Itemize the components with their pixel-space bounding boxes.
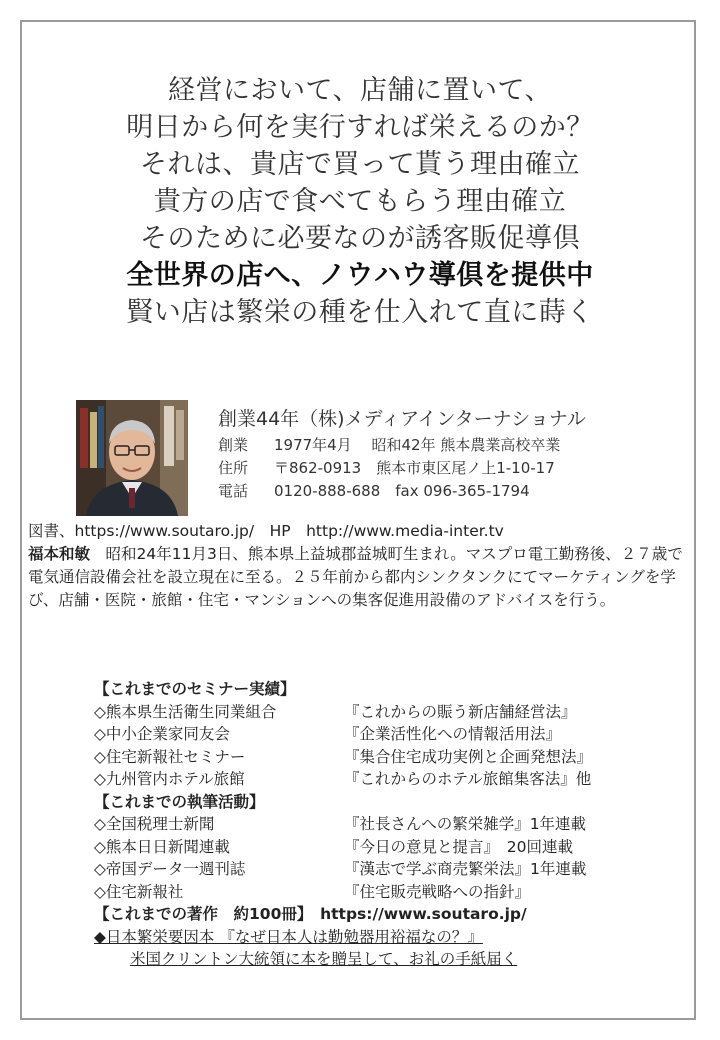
biography bbox=[28, 520, 692, 612]
company-info bbox=[218, 406, 688, 503]
seminar-org: ◇熊本県生活衛生同業組合 bbox=[94, 702, 277, 721]
portrait-icon bbox=[76, 400, 188, 516]
founded-value: 1977年4月 昭和42年 熊本農業高校卒業 bbox=[274, 436, 561, 454]
address-row bbox=[218, 457, 688, 480]
writing-heading: 【これまでの執筆活動】 bbox=[94, 792, 265, 811]
seminar-title: 『集合住宅成功実例と企画発想法』 bbox=[344, 747, 593, 766]
books-heading[interactable]: 【これまでの著作 約100冊】 https://www.soutaro.jp/ bbox=[94, 905, 527, 923]
list-item bbox=[94, 746, 694, 769]
list-item bbox=[94, 881, 694, 904]
list-item bbox=[94, 701, 694, 724]
author-name: 福本和敏 bbox=[28, 545, 91, 563]
website-links[interactable]: 図書、https://www.soutaro.jp/ HP http://www.media-inter.tv bbox=[28, 522, 504, 540]
writing-org: ◇熊本日日新聞連載 bbox=[94, 837, 230, 856]
founded-row bbox=[218, 434, 688, 457]
seminar-title: 『これからのホテル旅館集客法』他 bbox=[344, 770, 592, 788]
seminar-org: ◇住宅新報社セミナー bbox=[94, 747, 246, 766]
list-item bbox=[94, 768, 694, 791]
featured-book-link[interactable]: ◆日本繁栄要因本 『なぜ日本人は勤勉器用裕福なの？』 bbox=[94, 927, 483, 946]
portrait-photo bbox=[76, 400, 188, 516]
seminar-title: 『これからの賑う新店舗経営法』 bbox=[344, 702, 577, 721]
list-item bbox=[94, 836, 694, 859]
headline-line-5: そのために必要なのが誘客販促導倶 bbox=[140, 223, 580, 254]
founded-label: 創業 bbox=[218, 436, 249, 454]
seminar-title: 『企業活性化への情報活用法』 bbox=[344, 725, 562, 743]
phone-value: 0120-888-688 fax 096-365-1794 bbox=[274, 482, 530, 500]
address-label: 住所 bbox=[218, 459, 249, 477]
seminar-org: ◇九州管内ホテル旅館 bbox=[94, 770, 245, 788]
achievements bbox=[94, 678, 694, 971]
bio-paragraph bbox=[28, 543, 692, 612]
writing-org: ◇帝国データ一週刊誌 bbox=[94, 860, 246, 878]
list-item bbox=[94, 813, 694, 836]
writing-org: ◇住宅新報社 bbox=[94, 882, 184, 901]
address-value: 〒862-0913 熊本市東区尾ノ上1-10-17 bbox=[274, 459, 555, 477]
headline-line-4: 貴方の店で食べてもらう理由確立 bbox=[153, 186, 567, 217]
bio-text: 昭和24年11月3日、熊本県上益城郡益城町生まれ。マスプロ電工勤務後、２７歳で電気通信設備会社を設立現在に至る。２５年前から都内シンクタンクにてマーケティングを学び、店舗・医院・旅館・住宅・マンションへの集客促進用設備のアドバイスを行う。 bbox=[28, 545, 683, 609]
phone-row bbox=[218, 480, 688, 503]
writing-title: 『今日の意見と提言』 20回連載 bbox=[344, 837, 573, 856]
headline-line-2: 明日から何を実行すれば栄えるのか？ bbox=[126, 112, 594, 143]
writing-title: 『漢志で学ぶ商売繁栄法』1年連載 bbox=[344, 860, 587, 878]
headline bbox=[22, 72, 698, 331]
headline-line-6: 全世界の店へ、ノウハウ導倶を提供中 bbox=[126, 260, 594, 291]
writing-title: 『住宅販売戦略への指針』 bbox=[344, 882, 531, 901]
clinton-letter-note[interactable]: 米国クリントン大統領に本を贈呈して、お礼の手紙届く bbox=[130, 950, 518, 968]
phone-label: 電話 bbox=[218, 482, 249, 500]
company-name: 創業44年（株)メディアインターナショナル bbox=[218, 408, 586, 430]
headline-line-3: それは、貴店で買って貰う理由確立 bbox=[140, 149, 580, 180]
seminar-heading: 【これまでのセミナー実績】 bbox=[94, 680, 296, 698]
writing-org: ◇全国税理士新聞 bbox=[94, 815, 215, 833]
seminar-org: ◇中小企業家同友会 bbox=[94, 725, 230, 743]
list-item bbox=[94, 858, 694, 881]
list-item bbox=[94, 723, 694, 746]
writing-title: 『社長さんへの繁栄雑学』1年連載 bbox=[344, 815, 587, 833]
headline-line-1: 経営において、店舗に置いて、 bbox=[168, 75, 552, 106]
headline-line-7: 賢い店は繁栄の種を仕入れて直に蒔く bbox=[126, 297, 594, 328]
